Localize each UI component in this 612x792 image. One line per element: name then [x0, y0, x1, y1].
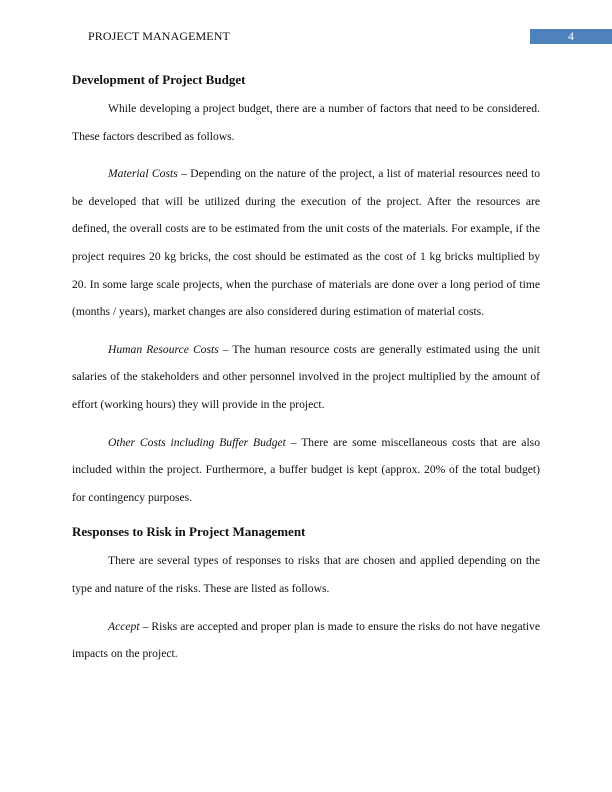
term-accept: Accept [108, 619, 140, 633]
paragraph-accept [72, 613, 540, 668]
text-material-costs: – Depending on the nature of the project, a list of material resources need to be developed that will be utilized during the execution of the project. After the resources are defined, the overall costs are to be estimated from the unit costs of the materials. For example, if the project requires 20 kg bricks, the cost should be estimated as the cost of 1 kg bricks multiplied by 20. In some large scale projects, when the purchase of materials are done over a long period of time (months / years), market changes are also considered during estimation of material costs. [72, 167, 541, 319]
paragraph-material-costs [72, 160, 540, 326]
page-number: 4 [530, 29, 612, 44]
term-human-resource-costs: Human Resource Costs [108, 342, 219, 356]
document-body [72, 69, 540, 668]
term-material-costs: Material Costs [108, 167, 178, 181]
running-head: PROJECT MANAGEMENT [88, 29, 230, 43]
term-other-costs: Other Costs including Buffer Budget [108, 435, 286, 449]
paragraph-risk-intro: There are several types of responses to risks that are chosen and applied depending on the type and nature of the risks. These are listed as follows. [72, 554, 540, 595]
paragraph-human-resource-costs [72, 336, 540, 419]
paragraph-budget-intro: While developing a project budget, there are a number of factors that need to be considered. These factors described as follows. [72, 102, 540, 143]
text-other-costs: – There are some miscellaneous costs that are also included within the project. Furthermore, a buffer budget is kept (approx. 20% of the total budget) for contingency purposes. [72, 435, 540, 504]
section-heading-risk-responses: Responses to Risk in Project Management [72, 524, 306, 540]
paragraph-other-costs [72, 429, 540, 512]
text-human-resource-costs: – The human resource costs are generally estimated using the unit salaries of the stakeholders and other personnel involved in the project multiplied by the amount of effort (working hours) they will provide in the project. [72, 342, 540, 411]
section-heading-project-budget: Development of Project Budget [72, 72, 246, 87]
text-accept: – Risks are accepted and proper plan is made to ensure the risks do not have negative impacts on the project. [72, 619, 540, 661]
